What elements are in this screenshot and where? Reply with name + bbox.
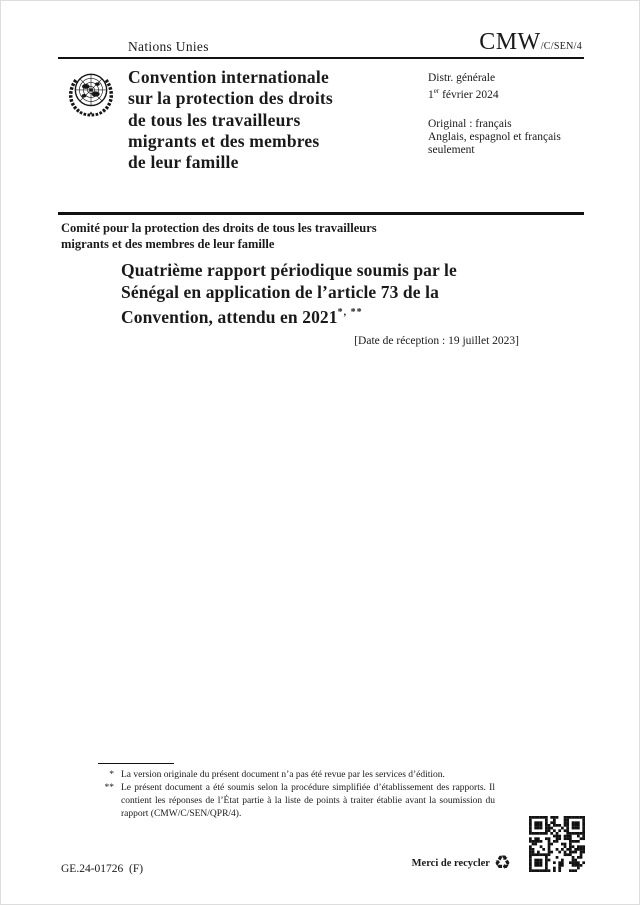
report-title [121,260,457,328]
footnote [98,782,496,821]
committee-heading [61,221,377,252]
footnote-marker: ** [104,783,114,793]
footnote [98,769,496,782]
distribution-type: Distr. générale [428,72,496,84]
footnote-text: Le présent document a été soumis selon la procédure simplifiée d’établissement des rapports. Il contient les réponses de l’État partie à la liste de points à traiter établie avant la soumission du rapport (CMW/C/SEN/QPR/4). [121,783,495,819]
doc-symbol-main: CMW [479,29,541,55]
header-rule [58,57,584,59]
document-number: GE.24-01726 (F) [61,863,144,875]
reception-date: [Date de réception : 19 juillet 2023] [354,335,519,347]
ordinal-sup: er [433,87,440,96]
recycle-icon: ♻ [493,852,511,874]
footnote-marker: * [109,770,114,780]
convention-title-line: de leur famille [128,152,239,173]
footnote-rule [98,763,174,764]
languages-line: seulement [428,144,475,157]
convention-title-line: de tous les travailleurs [128,109,301,130]
convention-title [128,67,333,173]
original-language: Original : français [428,117,512,130]
footnote-text: La version originale du présent document n’a pas été revue par les services d’édition. [121,770,445,780]
convention-title-line: migrants et des membres [128,130,320,151]
convention-title-line: Convention internationale [128,67,329,87]
footnote-references: *, ** [337,307,363,318]
united-nations-emblem-icon [62,65,120,123]
report-title-line: Sénégal en application de l’article 73 de la [121,281,439,302]
report-title-line: Convention, attendu en 2021*, ** [121,306,363,327]
qr-code [529,816,585,872]
committee-line: Comité pour la protection des droits de tous les travailleurs [61,221,377,235]
doc-symbol-suffix: /C/SEN/4 [540,41,582,52]
report-title-line: Quatrième rapport périodique soumis par le [121,260,457,280]
recycle-note [412,854,511,873]
footnotes [98,769,496,821]
doc-symbol [479,29,582,56]
committee-line: migrants et des membres de leur famille [61,236,275,251]
section-rule [58,212,584,215]
languages-line: Anglais, espagnol et français [428,131,561,144]
recycle-label: Merci de recycler [411,858,490,869]
org-name: Nations Unies [128,39,209,54]
distribution-meta [428,72,561,158]
convention-title-line: sur la protection des droits [128,88,333,109]
distribution-date: 1er février 2024 [428,87,499,102]
